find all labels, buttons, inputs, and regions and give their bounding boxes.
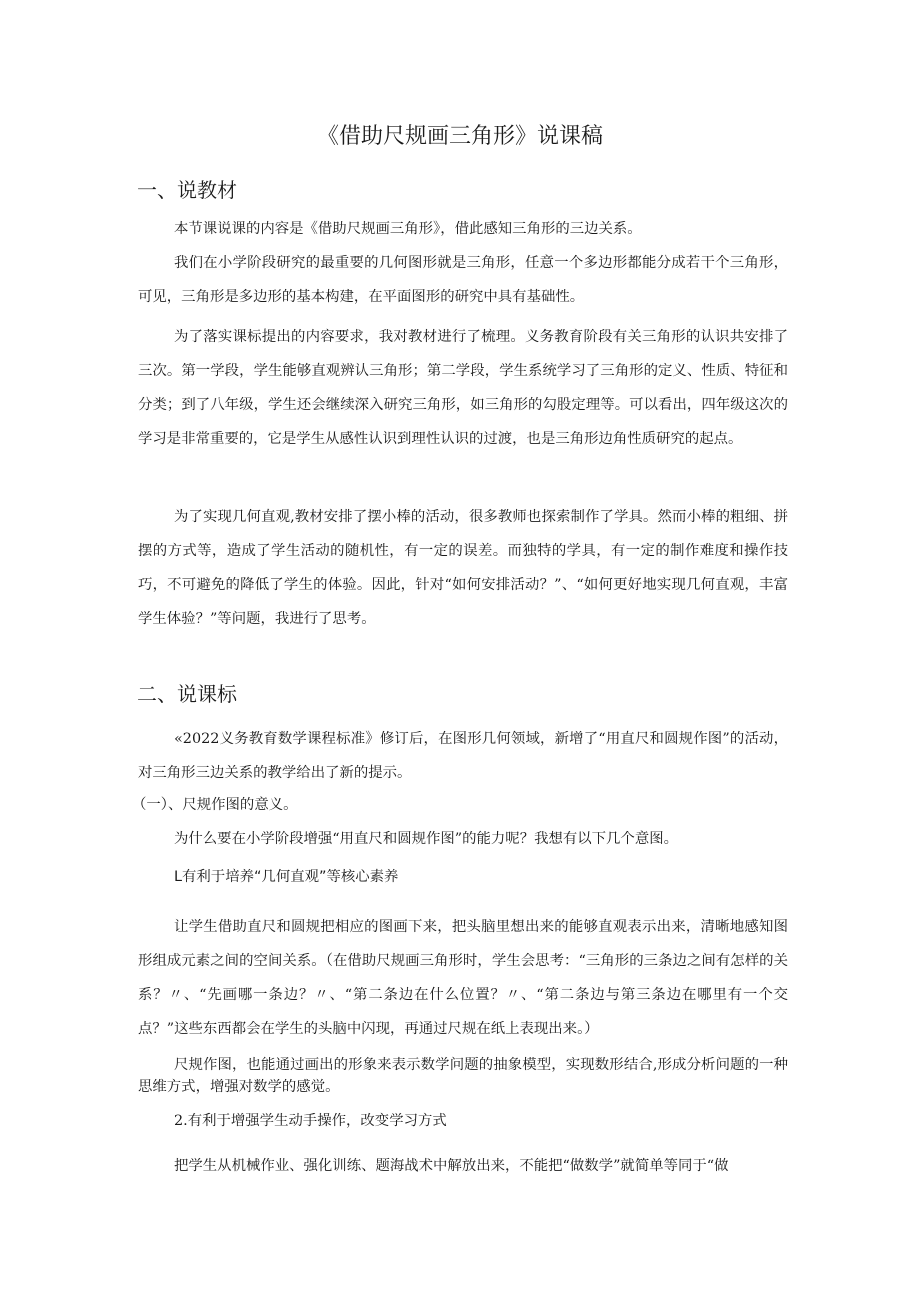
- paragraph: 本节课说课的内容是《借助尺规画三角形》，借此感知三角形的三边关系。: [174, 221, 642, 237]
- paragraph: 为了落实课标提出的内容要求，我对教材进行了梳理。义务教育阶段有关三角形的认识共安排了三次。第一学段，学生能够直观辨认三角形；第二学段，学生系统学习了三角形的定义、性质、特征和分类；到了八年级，学生还会继续深入研究三角形，如三角形的勾股定理等。可以看出，四年级这次的学习是非常重要的，它是学生从感性认识到理性认识的过渡，也是三角形边角性质研究的起点。: [138, 329, 788, 447]
- paragraph: 我们在小学阶段研究的最重要的几何图形就是三角形，任意一个多边形都能分成若干个三角形，可见，三角形是多边形的基本构建，在平面图形的研究中具有基础性。: [138, 255, 788, 305]
- subsection-heading: （一）、尺规作图的意义。: [132, 797, 298, 813]
- document-title: 《借助尺规画三角形》说课稿: [316, 124, 603, 149]
- section-heading-curriculum-standard: 二、说课标: [137, 682, 237, 706]
- point-heading: L有利于培养“几何直观”等核心素养: [174, 869, 399, 885]
- paragraph: 为了实现几何直观,教材安排了摆小棒的活动，很多教师也探索制作了学具。然而小棒的粗细、拼摆的方式等，造成了学生活动的随机性，有一定的误差。而独特的学具，有一定的制作难度和操作技巧，不可避免的降低了学生的体验。因此，针对“如何安排活动？”、“如何更好地实现几何直观，丰富学生体验？”等问题，我进行了思考。: [138, 509, 788, 627]
- paragraph: 为什么要在小学阶段增强“用直尺和圆规作图”的能力呢？我想有以下几个意图。: [174, 831, 678, 847]
- paragraph: «2022义务教育数学课程标准》修订后，在图形几何领域，新增了“用直尺和圆规作图”的活动，对三角形三边关系的教学给出了新的提示。: [138, 731, 788, 781]
- paragraph: 把学生从机械作业、强化训练、题海战术中解放出来，不能把“做数学”就简单等同于“做: [174, 1158, 729, 1174]
- paragraph: 让学生借助直尺和圆规把相应的图画下来，把头脑里想出来的能够直观表示出来，清晰地感知图形组成元素之间的空间关系。（在借助尺规画三角形时，学生会思考：“三角形的三条边之间有怎样的关系？〃、“先画哪一条边？〃、“第二条边在什么位置？〃、“第二条边与第三条边在哪里有一个交点？”这些东西都会在学生的头脑中闪现，再通过尺规在纸上表现出来。）: [138, 919, 788, 1037]
- point-heading: 2.有利于增强学生动手操作，改变学习方式: [174, 1113, 447, 1129]
- paragraph: 尺规作图，也能通过画出的形象来表示数学问题的抽象模型，实现数形结合,形成分析问题的一种思维方式，增强对数学的感觉。: [138, 1057, 788, 1095]
- section-heading-teaching-material: 一、说教材: [137, 178, 237, 202]
